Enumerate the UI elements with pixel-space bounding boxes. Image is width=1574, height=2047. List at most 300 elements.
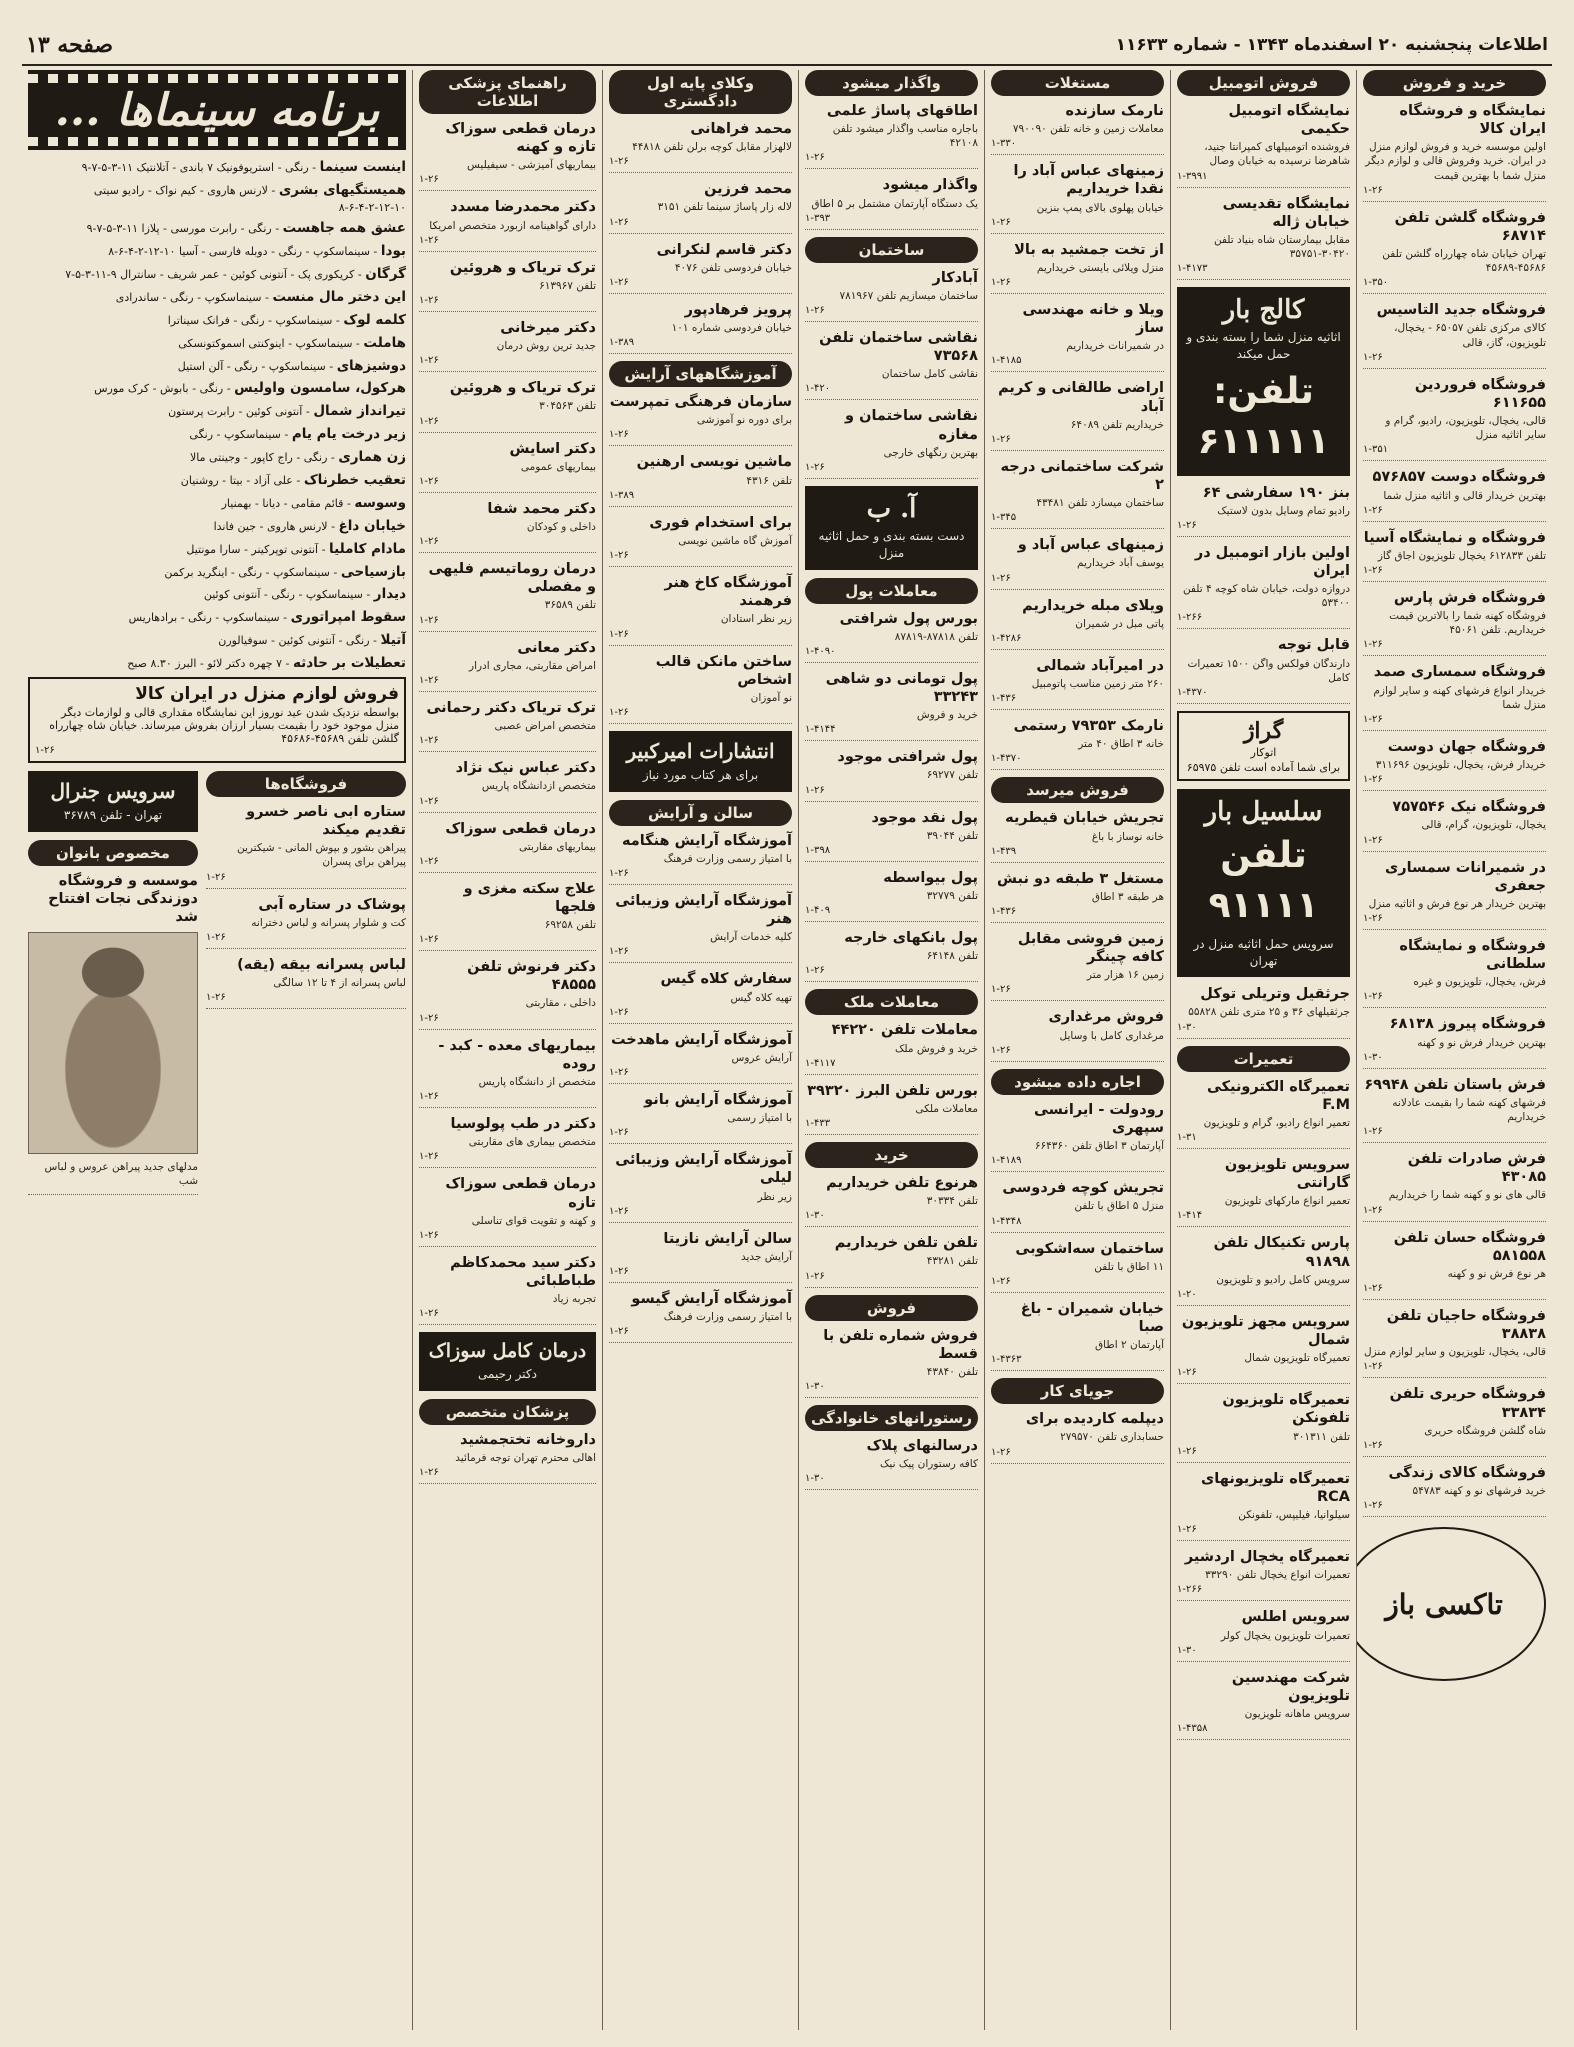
- ad-body: تلفن ۳۶۵۸۹: [544, 599, 596, 612]
- ad-code: ۱-۴۲۸۶: [991, 632, 1022, 644]
- ad-title: آموزشگاه آرایش هنگامه: [621, 832, 792, 849]
- ad-title: نارمک سازنده: [1065, 103, 1164, 119]
- classified-ad: [1363, 468, 1546, 521]
- separator: -: [362, 588, 374, 602]
- ad-list: [805, 1327, 978, 1398]
- ad-body: بهترین خریدار هر نوع فرش و اثاثیه منزل: [1368, 897, 1546, 910]
- film-info: سینماسکوپ - رنگی - دوبله فارسی - آسیا ۱۰-۱۲-۲-۴-۶-۸: [108, 245, 370, 259]
- classified-ad: [1363, 1150, 1546, 1221]
- ad-body: تعمیرات تلویزیون یخچال کولر: [1220, 1629, 1350, 1642]
- film-info: سینماسکوپ - اینوکنتی اسموکتونسکی: [178, 336, 353, 350]
- classified-ad: [1363, 209, 1546, 295]
- ad-title: فروش مرغداری: [1048, 1009, 1164, 1026]
- classified-ad: [1177, 985, 1350, 1038]
- column-transfers: [798, 70, 984, 2030]
- ad-body: جرثقیلهای ۳۶ و ۲۵ متری تلفن ۵۵۸۲۸: [1188, 1006, 1350, 1019]
- ad-title: دکتر در طب پولوسیا: [450, 1116, 596, 1133]
- classified-ad: [1177, 1078, 1350, 1149]
- ad-body: در شمیرانات خریداریم: [1066, 340, 1164, 353]
- ad-code: ۱-۳۳۰: [991, 138, 1017, 150]
- column-cars: [1170, 70, 1356, 2030]
- ad-code: ۱-۲۶: [419, 795, 439, 807]
- separator: -: [352, 336, 364, 350]
- ad-title: فروشگاه فرش پارس: [1393, 590, 1546, 607]
- clinic-ad: [419, 1332, 596, 1391]
- separator: -: [318, 542, 330, 556]
- dateline: اطلاعات پنجشنبه ۲۰ اسفندماه ۱۳۴۳ - شماره ۱۱۶۳۳: [1115, 35, 1548, 55]
- ad-title: فروشگاه فروردین ۶۱۱۶۵۵: [1414, 376, 1546, 411]
- classified-ad: [1363, 301, 1546, 368]
- ad-title: ماشین نویسی ارهنین: [636, 454, 792, 471]
- ad-body: خیابان فردوسی تلفن ۴۰۷۶: [674, 261, 792, 274]
- ad-body: دروازه دولت، خیابان شاه کوچه ۴ تلفن ۵۳۴۰۰: [1182, 583, 1350, 610]
- ad-code: ۱-۲۶: [1363, 351, 1383, 363]
- film-info: آنتونی کوئین - رابرت پرستون: [168, 405, 303, 419]
- ad-title: فرش باستان تلفن ۶۹۹۴۸: [1364, 1076, 1546, 1093]
- ad-code: ۱-۴۳۴۸: [991, 1215, 1022, 1227]
- ad-title: ساختمان سه‌اشکوبی: [1015, 1240, 1164, 1257]
- classified-ad: [805, 102, 978, 169]
- ad-body: دست بسته بندی و حمل اثاثیه منزل: [818, 528, 965, 560]
- classified-ad: [609, 653, 792, 724]
- classified-ad: [419, 1431, 596, 1484]
- ad-body: مدلهای جدید پیراهن عروس و لباس شب: [44, 1161, 198, 1188]
- ad-title: آ. ب: [866, 493, 917, 524]
- publisher-ad: [609, 731, 792, 792]
- classified-ad: [805, 1234, 978, 1287]
- film-title: گرگان: [365, 265, 406, 282]
- ad-body: هر طبقه ۳ اطاق: [1091, 890, 1164, 903]
- ad-title: آموزشگاه آرایش ماهدخت: [610, 1031, 792, 1048]
- ad-body: باجاره مناسب واگذار میشود تلفن ۴۲۱۰۸: [832, 123, 978, 150]
- moving-company-ad: [1177, 287, 1350, 475]
- ad-body: سرویس حمل اثاثیه منزل در تهران: [1193, 936, 1334, 968]
- ad-code: ۱-۲۶: [419, 1467, 439, 1479]
- ad-code: ۱-۲۶: [1363, 1283, 1383, 1294]
- ad-title: تلفن تلفن خریداریم: [834, 1235, 978, 1252]
- ad-list: [206, 803, 406, 1009]
- film-listing: [28, 494, 406, 513]
- ad-code: ۱-۳۸۹: [609, 337, 635, 349]
- ad-title: فروشگاه جهان دوست: [1387, 738, 1546, 755]
- ad-code: ۱-۲۶: [609, 276, 629, 288]
- film-info: علی آزاد - بیتا - روشنیان: [180, 473, 293, 487]
- ad-title: پول نقد موجود: [871, 809, 978, 826]
- ad-code: ۱-۲۶: [1363, 774, 1383, 786]
- ad-body: تجربه زیاد: [552, 1293, 596, 1306]
- ad-body: برای هر کتاب مورد نیاز: [642, 767, 759, 782]
- ad-title: اراضی طالقانی و کریم آباد: [998, 380, 1164, 415]
- ad-title: محمد فراهانی: [690, 121, 792, 137]
- film-listing: [28, 288, 406, 307]
- classified-ad: [1363, 937, 1546, 1008]
- ad-title: معاملات تلفن ۴۴۲۲۰: [831, 1022, 978, 1039]
- classified-ad: [991, 1410, 1164, 1463]
- ad-subtitle: اتوکار: [1250, 745, 1277, 759]
- separator: -: [223, 382, 235, 396]
- classified-ad: [419, 319, 596, 372]
- film-title: بازسیاحی: [340, 563, 406, 580]
- classified-ad: [609, 1031, 792, 1084]
- ad-title: نارمک ۷۹۳۵۳ رستمی: [1013, 718, 1164, 735]
- ad-title: ساختن مانکن قالب اشخاص: [655, 653, 792, 688]
- ad-code: ۱-۲۶: [419, 234, 439, 246]
- classified-ad: [419, 699, 596, 752]
- classified-ad: [419, 440, 596, 493]
- ad-title: در شمیرانات سمساری جعفری: [1384, 859, 1546, 894]
- ad-body: ۱۱ اطاق با تلفن: [1094, 1260, 1164, 1273]
- ad-code: ۱-۲۶: [805, 1270, 825, 1282]
- ad-body: یوسف آباد خریداریم: [1076, 557, 1164, 570]
- ad-body: کافه رستوران پیک نیک: [880, 1458, 978, 1471]
- ad-body: بیماریهای عمومی: [520, 460, 596, 473]
- classified-ad: [609, 180, 792, 233]
- film-info: آنتونی توپرکینر - سارا مونتیل: [186, 542, 319, 556]
- ad-title: آموزشگاه آرایش گیسو: [631, 1291, 792, 1308]
- classified-ad: [805, 869, 978, 922]
- ad-code: ۱-۳۱: [1177, 1132, 1197, 1144]
- classified-ad: [1363, 859, 1546, 930]
- separator: -: [332, 313, 344, 327]
- ad-title: درمان قطعی سوزاک تازه و کهنه: [445, 121, 596, 156]
- ad-body: امراض مقاربتی، مجاری ادرار: [469, 659, 596, 672]
- section-title: تعمیرات: [1177, 1046, 1350, 1072]
- ad-title: نقاشی ساختمان و مغازه: [845, 408, 978, 443]
- ad-title: سفارش کلاه گیس: [660, 971, 792, 988]
- film-info: کریکوری پک - آنتونی کوئین - عمر شریف - سانترال ۹-۱۱-۳-۵-۷: [65, 267, 355, 281]
- classified-ad: [991, 809, 1164, 862]
- ad-title: آموزشگاه آرایش وزیبائی هنر: [615, 893, 792, 928]
- ad-body: ساختمان میسازیم تلفن ۷۸۱۹۶۷: [839, 289, 978, 302]
- ad-body: متخصص ازدانشگاه پاریس: [481, 780, 596, 793]
- ad-body: تعمیر انواع رادیو، گرام و تلویزیون: [1203, 1116, 1350, 1129]
- ad-code: ۱-۲۶: [609, 550, 629, 562]
- ad-title: فروشگاه گلشن تلفن ۶۸۷۱۴: [1394, 209, 1546, 244]
- taxi-logo: تاکسی باز: [1356, 1527, 1546, 1681]
- service-general-ad: [28, 771, 198, 832]
- ad-title: تجریش کوچه فردوسی: [1002, 1180, 1164, 1197]
- ad-body: یخچال، تلویزیون، گرام، قالی: [1421, 819, 1546, 832]
- ad-body: خرید و فروش ملک: [894, 1042, 978, 1055]
- ad-body: خانه نوساز با باغ: [1091, 830, 1164, 843]
- ad-body: خریدار انواع فرشهای کهنه و سایر لوازم منزل شما: [1373, 684, 1546, 711]
- ad-list: [805, 102, 978, 230]
- ad-code: ۱-۲۶: [991, 1044, 1011, 1056]
- ad-code: ۱-۲۶: [206, 992, 226, 1004]
- separator: -: [292, 473, 304, 487]
- ad-title: ویلای مبله خریداریم: [1022, 597, 1164, 614]
- ad-code: ۱-۳۹۸: [805, 844, 831, 856]
- film-info: قائم مقامی - دیانا - بهمنیار: [221, 496, 344, 510]
- ad-body: خانه ۳ اطاق ۴۰ متر: [1078, 738, 1164, 751]
- ad-body: با امتیاز رسمی وزارت فرهنگ: [663, 852, 792, 865]
- moving-company-ad: [1177, 789, 1350, 977]
- separator: -: [271, 222, 283, 236]
- ad-code: ۱-۲۶: [609, 1266, 629, 1278]
- film-info: لارنس هاروی - کیم نواک - رادیو سیتی ۱۰-۱۲-۲-۴-۶-۸: [93, 183, 406, 214]
- classified-ad: [1363, 738, 1546, 791]
- ad-code: ۱-۲۶: [1363, 565, 1383, 577]
- separator: -: [369, 245, 381, 259]
- ad-list: [1177, 985, 1350, 1038]
- section-title: سالن و آرایش: [609, 800, 792, 826]
- section-title: فروش: [805, 1295, 978, 1321]
- ad-body: لالهزار مقابل کوچه برلن تلفن ۴۴۸۱۸: [632, 141, 792, 154]
- classified-ad: [805, 1082, 978, 1135]
- ad-code: ۱-۲۶: [609, 946, 629, 958]
- separator: -: [369, 634, 381, 648]
- ad-body: پاتی مبل در شمیران: [1075, 617, 1164, 630]
- classified-ad: [805, 329, 978, 400]
- ad-title: بورس تلفن البرز ۳۹۳۲۰: [807, 1082, 978, 1099]
- ad-title: بیماریهای معده - کبد - روده: [438, 1037, 596, 1072]
- ad-code: ۱-۲۶: [609, 1067, 629, 1079]
- moving-company-ad: [805, 486, 978, 570]
- film-info: سینماسکوپ - رنگی - فرانک سیناترا: [167, 313, 333, 327]
- ad-body: بهترین خریدار فرش نو و کهنه: [1417, 1036, 1546, 1049]
- classified-ad: [1363, 663, 1546, 730]
- ad-code: ۱-۲۶: [1177, 519, 1197, 531]
- ad-code: ۱-۲۶: [1363, 639, 1383, 651]
- ad-body: تهیه کلاه گیس: [730, 991, 792, 1004]
- classified-ad: [1177, 1608, 1350, 1661]
- classified-ad: [609, 120, 792, 173]
- ad-body: کلیه خدمات آرایش: [710, 931, 792, 944]
- section-title: فروشگاه‌ها: [206, 771, 406, 797]
- film-listing: [28, 311, 406, 330]
- ad-title: ترک تریاک و هروئین: [449, 259, 596, 276]
- ad-body: دارای گواهینامه ازبورد متخصص امریکا: [429, 219, 596, 232]
- ad-title: سازمان فرهنگی تمپرست: [609, 394, 792, 411]
- classified-ad: [1363, 1464, 1546, 1517]
- ad-title: دکتر معانی: [517, 639, 596, 656]
- film-title: زیر درخت یام یام: [291, 426, 406, 443]
- classified-ad: [1363, 1076, 1546, 1143]
- fashion-photo: [28, 932, 198, 1154]
- shops-column: [206, 771, 406, 1202]
- ad-code: ۱-۲۶: [1363, 1361, 1383, 1373]
- classified-ad: [1177, 636, 1350, 703]
- ad-code: ۱-۲۶: [419, 1308, 439, 1320]
- ad-code: ۱-۳۰: [805, 1381, 825, 1393]
- ad-body: متخصص بیماری های مقاربتی: [468, 1136, 596, 1149]
- ad-title: تعمیرگاه یخچال اردشیر: [1184, 1549, 1350, 1566]
- film-title: هاملت: [363, 334, 406, 351]
- ad-code: ۱-۴۱۱۷: [805, 1057, 836, 1069]
- film-listing: [28, 357, 406, 376]
- ad-body: حسابداری تلفن ۲۷۹۵۷۰: [1060, 1431, 1164, 1444]
- ad-list: [609, 393, 792, 724]
- ad-code: ۱-۲۶: [419, 855, 439, 867]
- section-title: معاملات پول: [805, 578, 978, 604]
- ad-body: خرید فرشهای نو و کهنه ۵۴۷۸۳: [1412, 1484, 1546, 1497]
- ad-body: تلفن ۳۲۷۷۹: [926, 889, 978, 902]
- ad-body: جدید ترین روش درمان: [496, 340, 596, 353]
- film-listing: [28, 181, 406, 215]
- ad-title: دکتر محمد شفا: [487, 500, 596, 517]
- classified-ad: [609, 892, 792, 963]
- ad-title: تعمیرگاه تلویزیونهای RCA: [1201, 1470, 1350, 1505]
- ad-title: داروخانه تختجمشید: [460, 1432, 596, 1449]
- ad-code: ۱-۲۶: [1363, 504, 1383, 516]
- ad-code: ۱-۳۹۹۱: [1177, 170, 1208, 182]
- section-title: معاملات ملک: [805, 989, 978, 1015]
- classified-ad: [991, 1179, 1164, 1232]
- section-title: واگذار میشود: [805, 70, 978, 96]
- classified-ad: [805, 1327, 978, 1398]
- ad-code: ۱-۲۶: [609, 1006, 629, 1018]
- ad-body: اثاثیه منزل شما را بسته بندی و حمل میکند: [1186, 330, 1341, 361]
- classified-ad: [419, 639, 596, 692]
- ad-code: ۱-۲۶: [1363, 991, 1383, 1003]
- ad-code: ۱-۲۶: [419, 475, 439, 487]
- ad-code: ۱-۲۶: [1363, 1500, 1383, 1512]
- classified-ad: [991, 241, 1164, 294]
- ad-title: از تخت جمشید به بالا: [1014, 241, 1164, 258]
- classified-ad: [1177, 484, 1350, 537]
- ad-code: ۱-۲۶: [991, 277, 1011, 289]
- classified-ad: [1363, 529, 1546, 582]
- ad-title: پول شرافتی موجود: [837, 749, 978, 766]
- ad-body: خریداریم تلفن ۶۴۰۸۹: [1070, 418, 1164, 431]
- film-listing: [28, 334, 406, 353]
- ad-title: فروشگاه جدید التاسیس: [1376, 302, 1546, 319]
- ad-code: ۱-۲۶: [206, 871, 226, 883]
- ad-body: برای شما آماده است تلفن ۶۵۹۷۵: [1186, 760, 1341, 774]
- ad-list: [991, 809, 1164, 1061]
- ad-code: ۱-۳۰: [1363, 1051, 1383, 1063]
- ad-list: [805, 1437, 978, 1490]
- classified-ad: [1177, 195, 1350, 281]
- film-listing: [28, 425, 406, 444]
- ad-code: ۱-۲۶: [609, 1205, 629, 1217]
- ad-code: ۱-۴۳۳: [805, 1118, 831, 1129]
- ad-body: برای دوره نو آموزشی: [696, 414, 792, 427]
- ad-code: ۱-۲۶: [609, 628, 629, 640]
- classified-ad: [609, 574, 792, 645]
- film-info: سینماسکوپ - رنگی - آنتونی کوئین: [203, 588, 363, 602]
- ad-body: تعمیرات انواع یخچال تلفن ۳۳۲۹۰: [1205, 1569, 1350, 1582]
- classified-ad: [1363, 1385, 1546, 1456]
- ad-code: ۱-۲۶: [419, 735, 439, 747]
- ad-body: کالای مرکزی تلفن ۶۵۰۵۷ - یخچال، تلویزیون، گاز، قالی: [1394, 322, 1546, 349]
- ad-title: پول بانکهای خارجه: [844, 930, 978, 947]
- ad-code: ۱-۲۶: [419, 1091, 439, 1103]
- ad-body: پیراهن بشور و بپوش المانی - شیکترین پیراهن برای پسران: [236, 842, 406, 869]
- ad-title: دکتر اسایش: [509, 440, 596, 457]
- film-title: اینست سینما: [319, 159, 406, 175]
- ad-title: سرویس جنرال: [50, 778, 176, 803]
- ad-list: [805, 1174, 978, 1288]
- ad-code: ۱-۳۰: [805, 1473, 825, 1485]
- ad-title: دیپلمه کاردیده برای: [1025, 1411, 1164, 1428]
- classified-ad: [419, 198, 596, 251]
- ad-list: [991, 1410, 1164, 1463]
- ad-code: ۱-۲۶: [1363, 713, 1383, 725]
- film-title: هرکول، سامسون واولیس: [234, 380, 406, 397]
- ad-title: درسالنهای پلاک: [866, 1438, 978, 1455]
- ad-code: ۱-۴۳۶۳: [991, 1354, 1022, 1366]
- classified-ad: [1177, 102, 1350, 188]
- column-real-estate: [984, 70, 1170, 2030]
- ad-list: [991, 102, 1164, 770]
- film-title: تعقیب خطرناک: [303, 471, 406, 488]
- film-listing: [28, 585, 406, 604]
- classified-ad: [419, 958, 596, 1029]
- ad-body: مرغداری کامل با وسایل: [1059, 1029, 1164, 1042]
- ad-title: فروشگاه حاجیان تلفن ۳۸۸۳۸: [1386, 1308, 1546, 1343]
- section-title: مخصوص بانوان: [28, 840, 198, 866]
- ad-title: کالج بار: [1222, 295, 1305, 326]
- ad-code: ۱-۲۶: [419, 536, 439, 548]
- classified-ad: [1177, 1313, 1350, 1384]
- ad-title: درمان قطعی سوزاک تازه: [445, 1176, 596, 1211]
- ad-code: ۱-۳۵۱: [1363, 444, 1389, 456]
- film-listing: [28, 219, 406, 238]
- ad-code: ۱-۲۶: [1363, 834, 1383, 846]
- film-title: بودا: [380, 243, 406, 260]
- ad-title: فروشگاه حسان تلفن ۵۸۱۵۵۸: [1393, 1229, 1546, 1264]
- film-title: کلمه لوک: [343, 311, 406, 328]
- ad-body: تلفن ۴۳۸۴۰: [926, 1365, 978, 1378]
- ad-body: آپارتمان ۲ اطاق: [1095, 1339, 1164, 1352]
- classified-ad: [1363, 589, 1546, 656]
- ad-code: ۱-۲۶: [419, 1151, 439, 1163]
- ad-code: ۱-۳۴۵: [991, 512, 1017, 524]
- film-listing: [28, 242, 406, 261]
- ad-list: [991, 1101, 1164, 1371]
- classified-ad: [805, 1174, 978, 1227]
- film-listing: [28, 517, 406, 536]
- separator: -: [327, 519, 339, 533]
- section-title: مستغلات: [991, 70, 1164, 96]
- ad-body: تلفن ۴۳۲۸۱: [926, 1255, 978, 1268]
- column-buy-sell: [1356, 70, 1552, 2030]
- ad-code: ۱-۳۰: [1177, 1021, 1197, 1033]
- ad-title: فروشگاه نیک ۷۵۷۵۴۶: [1392, 799, 1546, 816]
- ad-body: بیماریهای آمیزشی - سیفیلیس: [467, 159, 596, 172]
- classified-ad: [609, 453, 792, 506]
- separator: -: [280, 428, 292, 442]
- ad-body: تلفن ۶۹۲۵۸: [544, 919, 596, 932]
- film-title: تیرانداز شمال: [313, 403, 406, 420]
- column-cinema: [22, 70, 412, 2030]
- ad-code: ۱-۴۱۴۴: [805, 724, 836, 736]
- section-title: جویای کار: [991, 1378, 1164, 1404]
- ad-code: ۱-۲۶: [991, 1275, 1011, 1287]
- women-tailoring-ad: [28, 872, 198, 1195]
- ad-title: دکتر فرنوش تلفن ۴۸۵۵۵: [467, 959, 596, 994]
- ad-code: ۱-۴۱۸۵: [991, 355, 1022, 367]
- ad-title: واگذار میشود: [882, 177, 978, 194]
- ad-list: [419, 120, 596, 1325]
- ad-body: تلفن ۴۳۱۶: [746, 474, 792, 487]
- ad-title: رودولت - ایرانسی سپهری: [1034, 1101, 1164, 1136]
- classified-ad: [609, 1151, 792, 1222]
- ad-body: با امتیاز رسمی: [727, 1112, 792, 1125]
- film-info: رنگی - آنتونی کوئین - سوفیالورن: [218, 634, 370, 648]
- film-info: رنگی - راج کاپور - وجینتی مالا: [190, 451, 328, 465]
- ad-code: ۱-۲۶: [609, 429, 629, 441]
- ad-title: زمین فروشی مقابل کافه چینگر: [1017, 931, 1164, 966]
- classified-ad: [1363, 1307, 1546, 1378]
- ad-title: نقاشی ساختمان تلفن ۷۳۵۶۸: [819, 330, 978, 365]
- film-title: زن هماری: [338, 449, 406, 466]
- classified-ad: [991, 717, 1164, 770]
- ad-title: آبادکار: [932, 269, 978, 286]
- classified-ad: [991, 1300, 1164, 1371]
- ad-code: ۱-۲۶: [805, 305, 825, 317]
